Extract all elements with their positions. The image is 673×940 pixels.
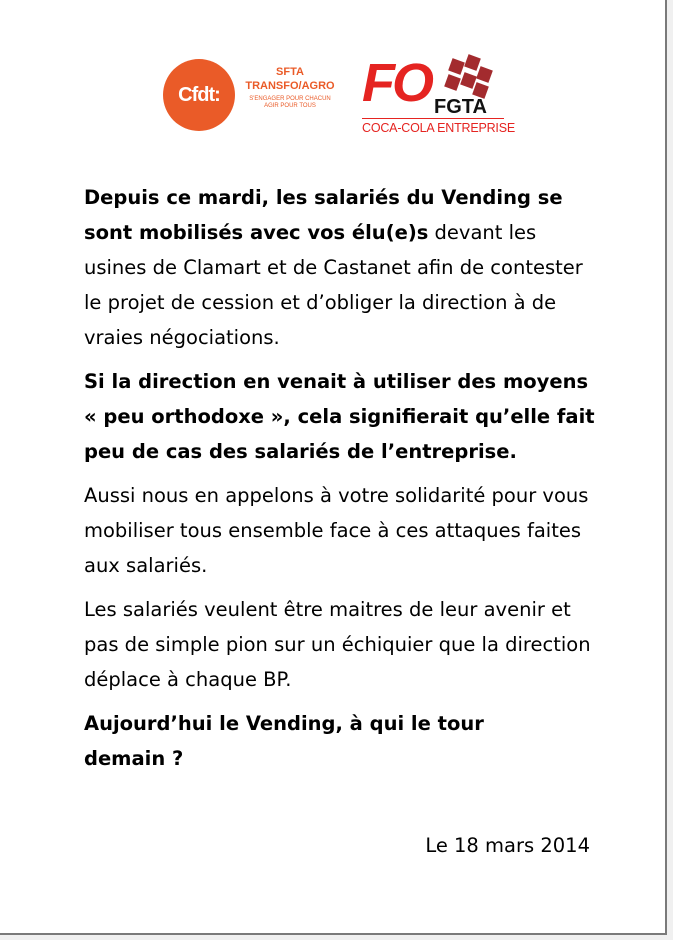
fo-logo-divider [362,118,504,119]
cfdt-logo-mark: Cfdt: [178,83,220,106]
paragraph-2 [84,364,604,469]
document-date: Le 18 mars 2014 [425,834,590,857]
paragraph-5-bold: Aujourd’hui le Vending, à qui le tour demain ? [84,712,484,770]
paragraph-3-normal: Aussi nous en appelons à votre solidarité pour vous mobiliser tous ensemble face à ces attaques faites aux salariés. [84,484,589,577]
fo-squares-icon [442,56,490,100]
cfdt-logo-line1: SFTA [276,66,304,78]
cfdt-logo-tagline-2: AGIR POUR TOUS [264,103,316,109]
cfdt-logo-text [240,66,340,110]
fo-logo-mark: FO [362,53,431,113]
fo-logo-company: COCA-COLA ENTREPRISE [362,121,515,135]
paragraph-3 [84,478,604,583]
paragraph-1-bold: Depuis ce mardi, les salariés du Vending se sont mobilisés avec vos élu(e)s [84,186,563,244]
cfdt-logo-line2: TRANSFO/AGRO [245,80,335,92]
cfdt-logo [163,59,235,131]
paragraph-1-normal: devant les usines de Clamart et de Castanet afin de contester le projet de cession et d’obliger la direction à de vraies négociations. [84,221,583,349]
cfdt-logo-tagline-1: S'ENGAGER POUR CHACUN [249,96,331,102]
paragraph-1 [84,180,604,355]
paragraph-5 [84,706,504,776]
paragraph-4-normal: Les salariés veulent être maitres de leur avenir et pas de simple pion sur un échiquier que la direction déplace à chaque BP. [84,598,591,691]
paragraph-4 [84,592,604,697]
letter-body [84,180,604,785]
fo-fgta-logo [362,53,515,140]
paragraph-2-bold: Si la direction en venait à utiliser des moyens « peu orthodoxe », cela signifierait qu’elle fait peu de cas des salariés de l’entreprise. [84,370,595,463]
fo-logo-sub: FGTA [434,96,487,118]
